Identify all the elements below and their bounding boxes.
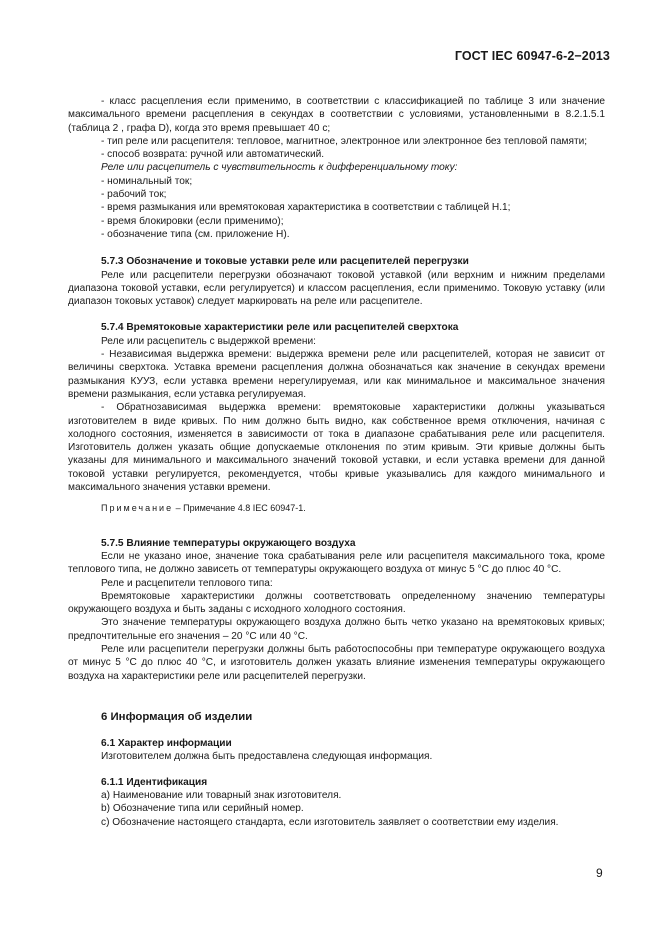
section-5-7-3-title: 5.7.3 Обозначение и токовые уставки реле или расцепителей перегрузки <box>101 256 469 268</box>
intro-item-rated-current: - номинальный ток; <box>101 175 193 187</box>
section-5-7-4-paragraph-1: Реле или расцепитель с выдержкой времени: <box>101 335 316 347</box>
intro-item-operating-current: - рабочий ток; <box>101 189 167 201</box>
section-6-1-1-title: 6.1.1 Идентификация <box>101 776 208 788</box>
intro-item-blocking-time: - время блокировки (если применимо); <box>101 215 284 227</box>
section-6-title: 6 Информация об изделии <box>101 710 253 723</box>
section-5-7-5-title: 5.7.5 Влияние температуры окружающего воздуха <box>101 537 356 549</box>
page-content <box>68 95 605 829</box>
section-5-7-4-note <box>68 502 605 515</box>
identification-item-c: c) Обозначение настоящего стандарта, если изготовитель заявляет о соответствии ему изделия. <box>101 816 559 828</box>
section-6-1-paragraph: Изготовителем должна быть предоставлена следующая информация. <box>101 751 433 763</box>
section-6-1-title: 6.1 Характер информации <box>101 738 232 750</box>
intro-item-trip-class: - класс расцепления если применимо, в соответствии с классификацией по таблице 3 или значение максимального времени расцепления в секундах в соответствии с условиями, установленными в 8.2.1.5.1 (таблица 2 , графа D), когда это время превышает 40 с; <box>68 96 605 134</box>
intro-residual-heading: Реле или расцепитель с чувствительность к дифференциальному току: <box>101 162 458 174</box>
section-5-7-3-paragraph: Реле или расцепители перегрузки обозначают токовой уставкой (или верхним и нижним пределами диапазона токовой уставки, если регулируется) и классом расцепления, если применимо. Токовую уставку (или диапазон токовых уставок) следует маркировать на реле или расцепителе. <box>68 269 605 308</box>
section-5-7-5-paragraph-3: Времятоковые характеристики должны соответствовать определенному значению температуры окружающего воздуха и быть заданы с исходного холодного состояния. <box>68 590 605 616</box>
identification-item-a: a) Наименование или товарный знак изготовителя. <box>101 790 342 802</box>
document-header: ГОСТ IEC 60947-6-2−2013 <box>454 49 610 63</box>
section-5-7-4-paragraph-2: - Независимая выдержка времени: выдержка времени реле или расцепителей, которая не зависит от величины сверхтока. Уставка времени расцепления должна обозначаться как значение в секундах времени размыкания КУУЗ, если уставка времени нерегулируемая, или как минимальное и максимальное значения времени размыкания, если уставка регулируемая. <box>68 349 605 400</box>
section-5-7-5-paragraph-2: Реле и расцепители теплового типа: <box>101 577 273 589</box>
section-5-7-5-paragraph-1: Если не указано иное, значение тока срабатывания реле или расцепителя максимального тока, кроме теплового типа, не должно зависеть от температуры окружающего воздуха от минус 5 °С до плюс 40 °С. <box>68 550 605 576</box>
note-label: Примечание <box>101 503 174 514</box>
note-text: – Примечание 4.8 IEC 60947-1. <box>173 503 306 514</box>
section-5-7-4-paragraph-3: - Обратнозависимая выдержка времени: времятоковые характеристики должны указываться изготовителем в виде кривых. По ним должно быть видно, как собственное время отключения, начиная с холодного состояния, изменяется в зависимости от тока в диапазоне срабатывания реле или расцепителя. Изготовитель должен указать общие допускаемые отклонения по этим кривым. Эти кривые должны быть указаны для минимального и максимального значений токовой уставки, и если уставка времени для данной токовой уставки регулируется, рекомендуется, чтобы кривые указывались для каждого минимального и максимального значения уставки времени. <box>68 402 605 494</box>
intro-item-type-designation: - обозначение типа (см. приложение Н). <box>101 228 290 240</box>
intro-item-break-time: - время размыкания или времятоковая характеристика в соответствии с таблицей Н.1; <box>101 202 511 214</box>
section-5-7-5-paragraph-5: Реле или расцепители перегрузки должны быть работоспособны при температуре окружающего воздуха от минус 5 °С до плюс 40 °С, и изготовитель должен указать влияние изменения температуры окружающего воздуха на характеристики реле или расцепителей перегрузки. <box>68 643 605 682</box>
intro-item-relay-type: - тип реле или расцепителя: тепловое, магнитное, электронное или электронное без тепловой памяти; <box>101 135 588 147</box>
section-5-7-5-paragraph-4: Это значение температуры окружающего воздуха должно быть четко указано на времятоковых кривых; предпочтительные его значения – 20 °С или 40 °С. <box>68 617 605 642</box>
intro-item-reset: - способ возврата: ручной или автоматический. <box>101 149 325 161</box>
page-number: 9 <box>596 866 603 880</box>
section-5-7-4-title: 5.7.4 Времятоковые характеристики реле или расцепителей сверхтока <box>101 322 459 334</box>
identification-item-b: b) Обозначение типа или серийный номер. <box>101 803 304 815</box>
